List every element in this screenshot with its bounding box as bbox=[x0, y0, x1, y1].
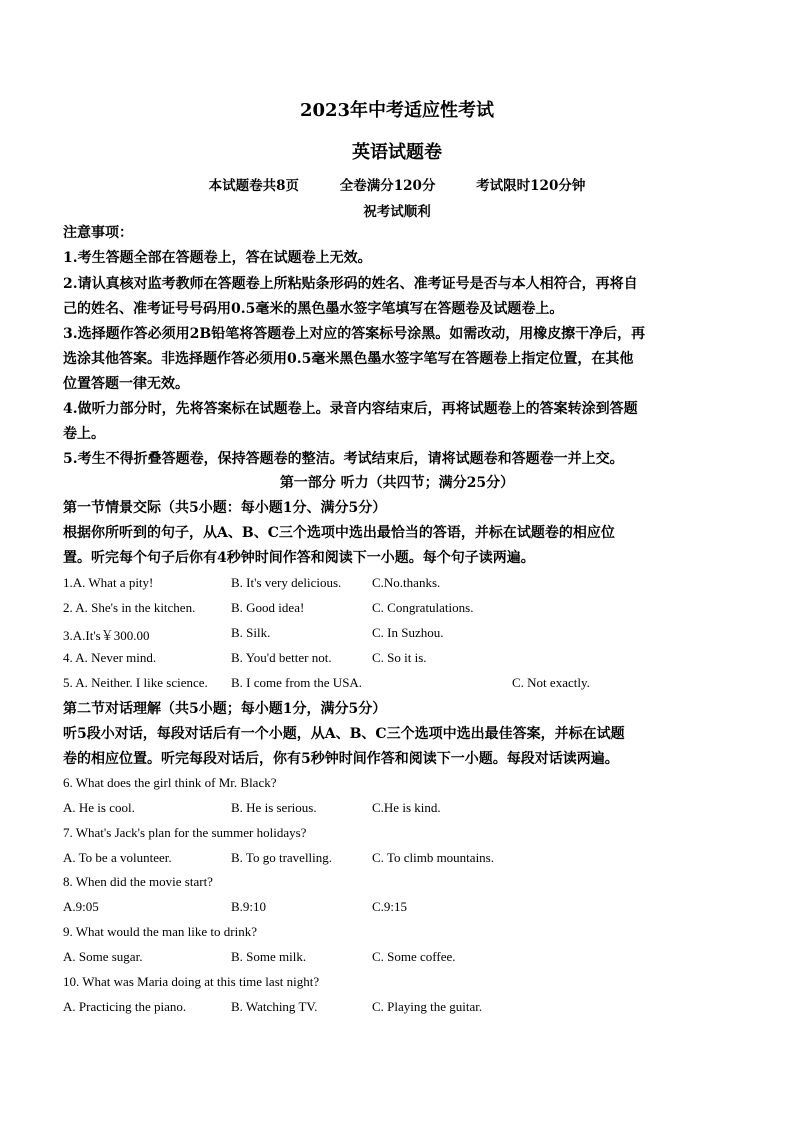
page-count: 本试题卷共8页 bbox=[208, 178, 300, 194]
exam-title: 2023年中考适应性考试 bbox=[299, 100, 495, 121]
q2-option-a: 2. A. She's in the kitchen. bbox=[63, 600, 196, 615]
section1-instruction: 置。听完每个句子后你有4秒钟时间作答和阅读下一小题。每个句子读两遍。 bbox=[63, 550, 535, 566]
part1-title: 第一部分 听力（共四节；满分25分） bbox=[279, 475, 515, 491]
q5-option-c: C. Not exactly. bbox=[512, 675, 590, 690]
q3-option-c: C. In Suzhou. bbox=[372, 625, 444, 640]
exam-subtitle: 英语试题卷 bbox=[352, 142, 442, 163]
q6-option-b: B. He is serious. bbox=[231, 800, 317, 815]
notes-heading: 注意事项： bbox=[63, 225, 133, 241]
note-line: 4.做听力部分时，先将答案标在试题卷上。录音内容结束后，再将试题卷上的答案转涂到答题 bbox=[63, 401, 638, 417]
note-line: 位置答题一律无效。 bbox=[63, 376, 189, 392]
q7-option-a: A. To be a volunteer. bbox=[63, 850, 172, 865]
time-limit: 考试限时120分钟 bbox=[476, 178, 586, 194]
section2-heading: 第二节对话理解（共5小题；每小题1分，满分5分） bbox=[63, 701, 387, 717]
q4-option-b: B. You'd better not. bbox=[231, 650, 332, 665]
q8-option-b: B.9:10 bbox=[231, 899, 267, 914]
q5-option-a: 5. A. Neither. I like science. bbox=[63, 675, 208, 690]
q10-option-b: B. Watching TV. bbox=[231, 999, 318, 1014]
q6-option-c: C.He is kind. bbox=[372, 800, 441, 815]
note-line: 3.选择题作答必须用2B铅笔将答题卷上对应的答案标号涂黑。如需改动，用橡皮擦干净后，再 bbox=[63, 326, 646, 342]
q7-stem: 7. What's Jack's plan for the summer holidays? bbox=[63, 825, 307, 840]
good-luck-text: 祝考试顺利 bbox=[363, 204, 431, 220]
q4-option-c: C. So it is. bbox=[372, 650, 427, 665]
note-line: 1.考生答题全部在答题卷上，答在试题卷上无效。 bbox=[63, 250, 372, 266]
q7-option-b: B. To go travelling. bbox=[231, 850, 333, 865]
q3-option-a: 3.A.It's￥300.00 bbox=[63, 628, 150, 643]
q10-stem: 10. What was Maria doing at this time last night? bbox=[63, 974, 320, 989]
q9-option-a: A. Some sugar. bbox=[63, 949, 143, 964]
note-line: 卷上。 bbox=[63, 426, 105, 442]
q9-option-b: B. Some milk. bbox=[231, 949, 307, 964]
q1-option-b: B. It's very delicious. bbox=[231, 575, 342, 590]
section2-instruction: 听5段小对话，每段对话后有一个小题，从A、B、C三个选项中选出最佳答案，并标在试题 bbox=[63, 726, 625, 742]
q6-stem: 6. What does the girl think of Mr. Black? bbox=[63, 775, 277, 790]
q8-stem: 8. When did the movie start? bbox=[63, 874, 213, 889]
q7-option-c: C. To climb mountains. bbox=[372, 850, 494, 865]
q3-option-b: B. Silk. bbox=[231, 625, 271, 640]
q9-option-c: C. Some coffee. bbox=[372, 949, 456, 964]
note-line: 2.请认真核对监考教师在答题卷上所粘贴条形码的姓名、准考证号是否与本人相符合，再将自 bbox=[63, 276, 638, 292]
q10-option-c: C. Playing the guitar. bbox=[372, 999, 483, 1014]
exam-info bbox=[0, 174, 794, 194]
q5-option-b: B. I come from the USA. bbox=[231, 675, 363, 690]
q6-option-a: A. He is cool. bbox=[63, 800, 135, 815]
note-line: 选涂其他答案。非选择题作答必须用0.5毫米黑色墨水签字笔写在答题卷上指定位置，在其他 bbox=[63, 351, 634, 367]
q1-option-a: 1.A. What a pity! bbox=[63, 575, 154, 590]
section1-heading: 第一节情景交际（共5小题：每小题1分、满分5分） bbox=[63, 500, 387, 516]
q9-stem: 9. What would the man like to drink? bbox=[63, 924, 257, 939]
q1-option-c: C.No.thanks. bbox=[372, 575, 441, 590]
full-score: 全卷满分120分 bbox=[339, 178, 436, 194]
note-line: 己的姓名、准考证号号码用0.5毫米的黑色墨水签字笔填写在答题卷及试题卷上。 bbox=[63, 301, 564, 317]
section2-instruction: 卷的相应位置。听完每段对话后，你有5秒钟时间作答和阅读下一小题。每段对话读两遍。 bbox=[63, 751, 619, 767]
q4-option-a: 4. A. Never mind. bbox=[63, 650, 157, 665]
q10-option-a: A. Practicing the piano. bbox=[63, 999, 187, 1014]
q2-option-b: B. Good idea! bbox=[231, 600, 305, 615]
q8-option-c: C.9:15 bbox=[372, 899, 408, 914]
note-line: 5.考生不得折叠答题卷，保持答题卷的整洁。考试结束后，请将试题卷和答题卷一并上交。 bbox=[63, 451, 624, 467]
q2-option-c: C. Congratulations. bbox=[372, 600, 474, 615]
q8-option-a: A.9:05 bbox=[63, 899, 99, 914]
section1-instruction: 根据你所听到的句子，从A、B、C三个选项中选出最恰当的答语，并标在试题卷的相应位 bbox=[63, 525, 615, 541]
